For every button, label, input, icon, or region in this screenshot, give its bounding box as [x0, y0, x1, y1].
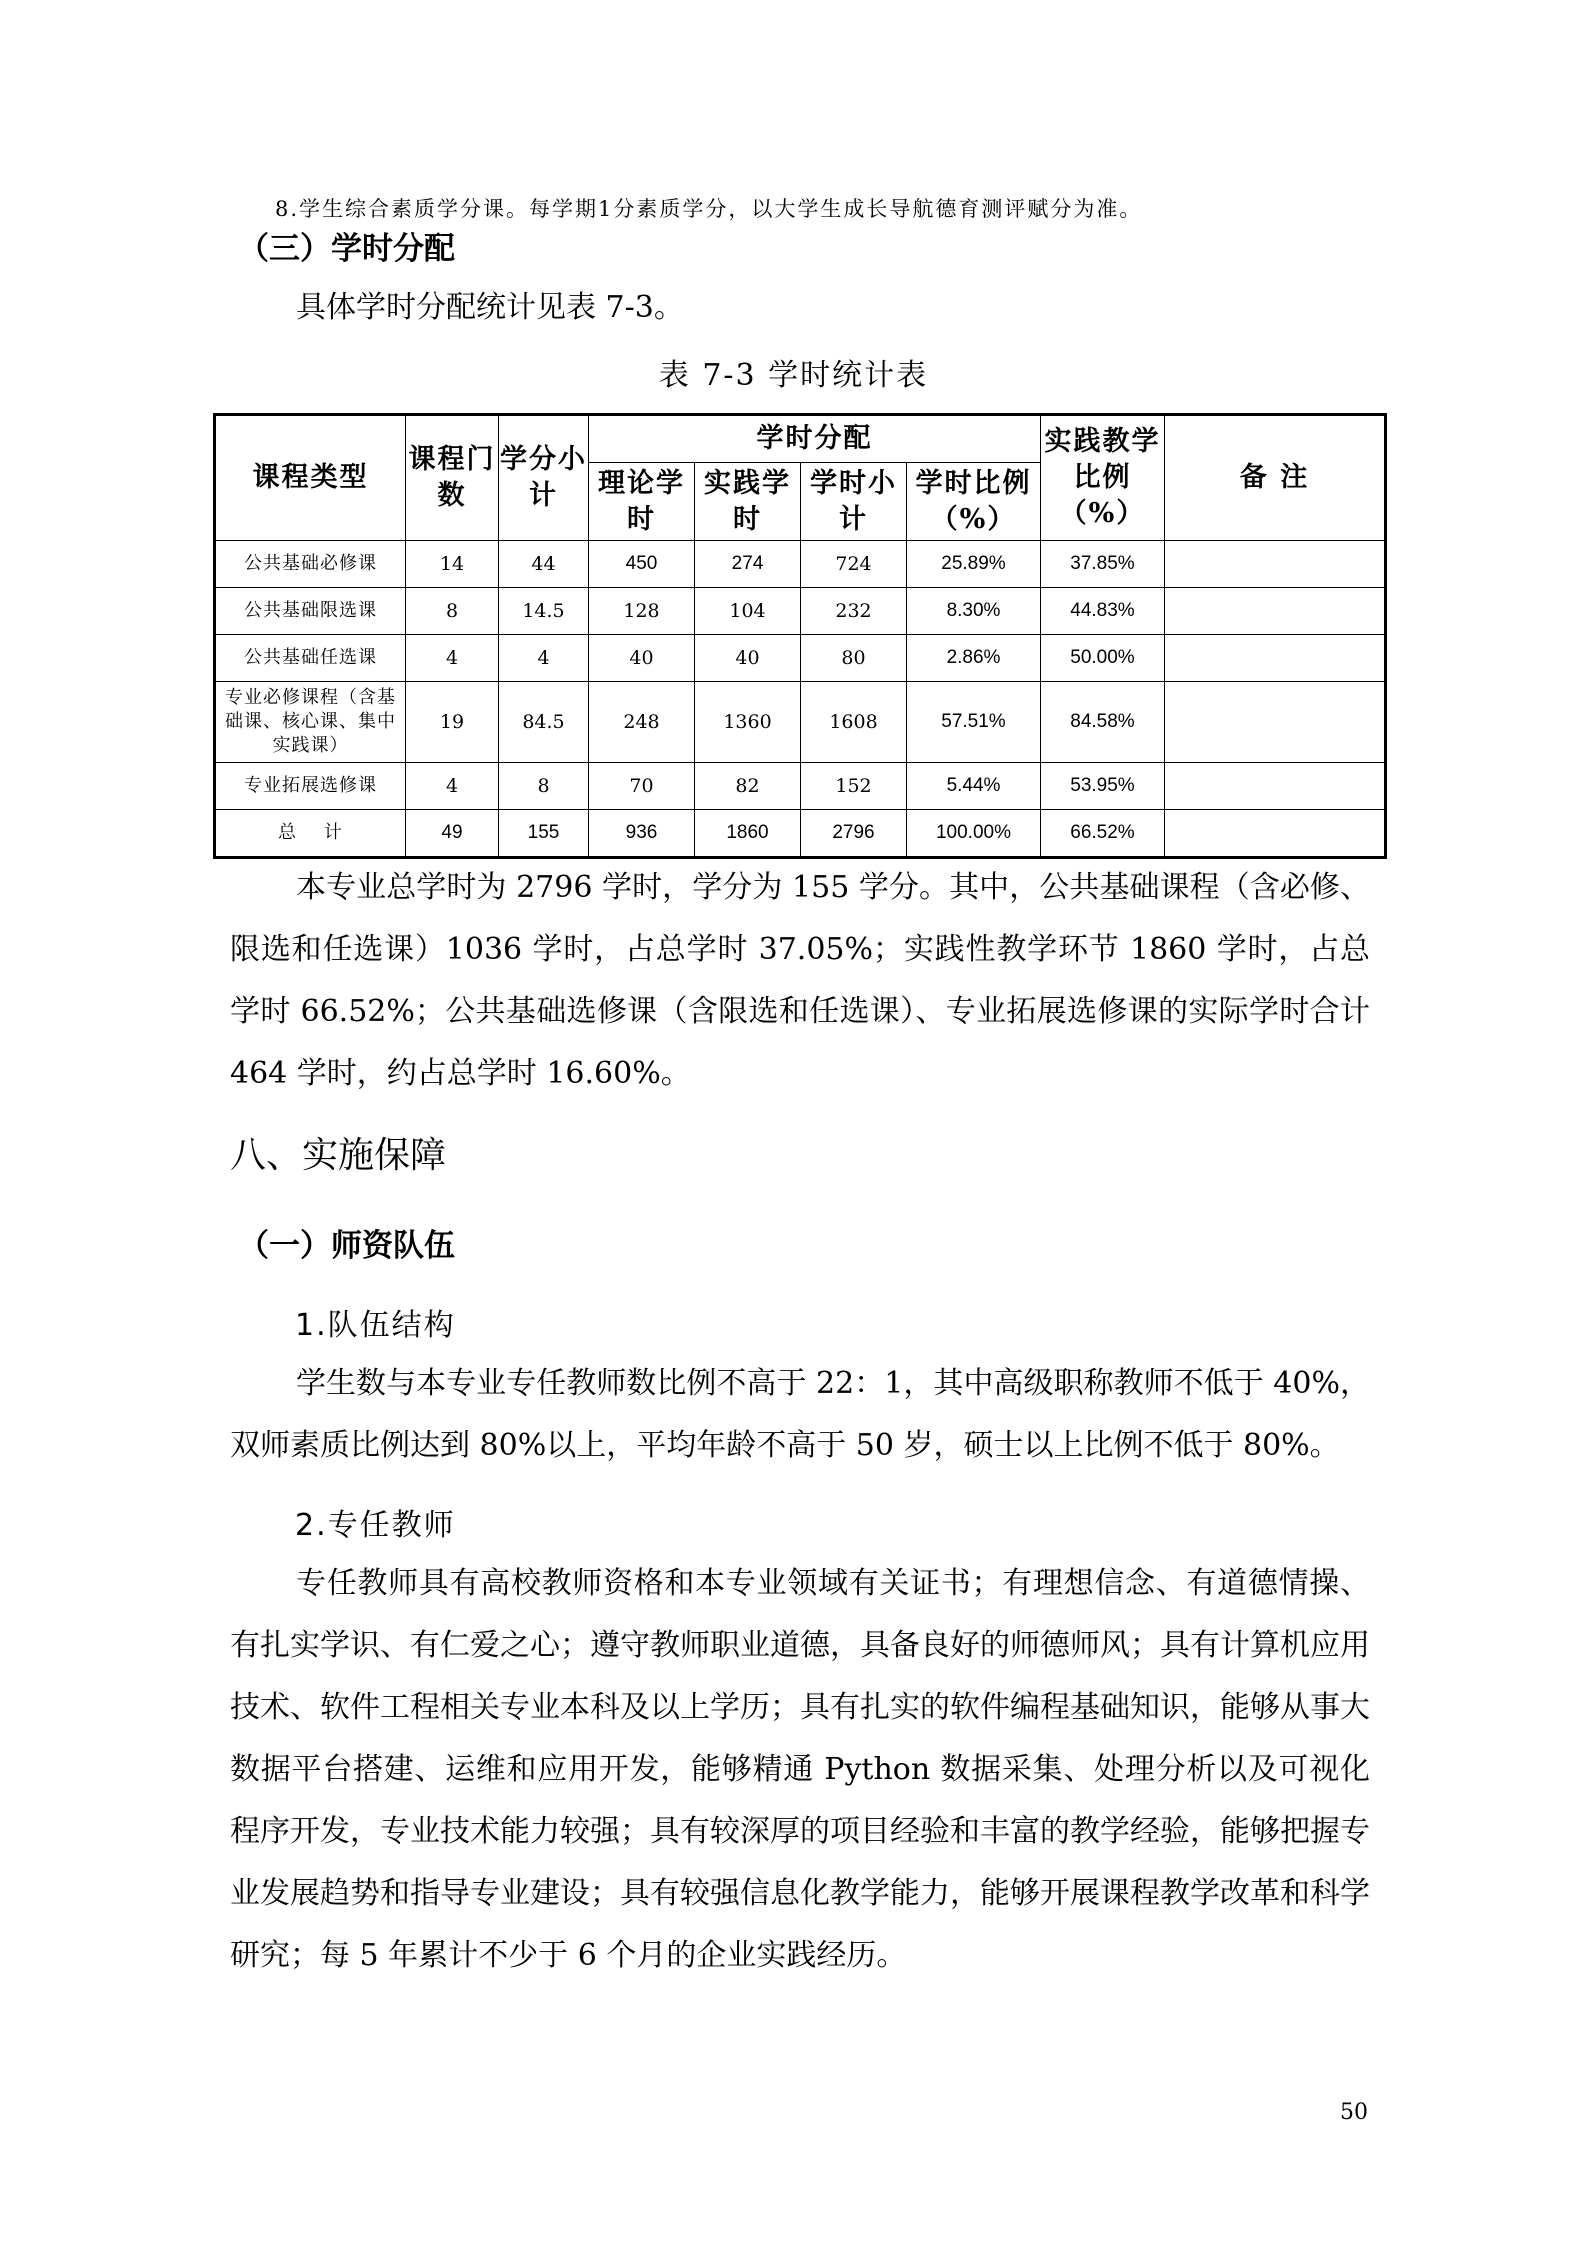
header-course-count: 课程门数 [406, 415, 499, 541]
cell-ratio: 5.44% [907, 763, 1041, 810]
hours-statistics-table [213, 413, 1387, 859]
summary-paragraph: 本专业总学时为 2796 学时，学分为 155 学分。其中，公共基础课程（含必修、限选和任选课）1036 学时，占总学时 37.05%；实践性教学环节 1860 学时，占总学时 66.52%；公共基础选修课（含限选和任选课）、专业拓展选修课的实际学时合计 464 学时，约占总学时 16.60%。 [230, 870, 1370, 1091]
cell-type: 专业拓展选修课 [215, 763, 406, 810]
section-title-hours-allocation: （三）学时分配 [238, 231, 455, 267]
header-practice-ratio: 实践教学比例（%） [1041, 415, 1165, 541]
cell-remark [1165, 541, 1386, 588]
cell-type: 公共基础任选课 [215, 635, 406, 682]
cell-count: 19 [406, 682, 499, 763]
cell-theory: 40 [589, 635, 695, 682]
intro-paragraph: 具体学时分配统计见表 7-3。 [296, 290, 684, 325]
full-time-teachers-paragraph: 专任教师具有高校教师资格和本专业领域有关证书；有理想信念、有道德情操、有扎实学识、有仁爱之心；遵守教师职业道德，具备良好的师德师风；具有计算机应用技术、软件工程相关专业本科及以上学历；具有扎实的软件编程基础知识，能够从事大数据平台搭建、运维和应用开发，能够精通 Python 数据采集、处理分析以及可视化程序开发，专业技术能力较强；具有较深厚的项目经验和丰富的教学经验，能够把握专业发展趋势和指导专业建设；具有较强信息化教学能力，能够开展课程教学改革和科学研究；每 5 年累计不少于 6 个月的企业实践经历。 [230, 1566, 1370, 1973]
cell-theory: 248 [589, 682, 695, 763]
cell-ratio: 100.00% [907, 810, 1041, 858]
cell-remark [1165, 682, 1386, 763]
cell-practice-ratio: 66.52% [1041, 810, 1165, 858]
table-row [215, 541, 1386, 588]
item-title-team-structure: 1.队伍结构 [295, 1308, 456, 1343]
cell-type: 专业必修课程（含基础课、核心课、集中实践课） [215, 682, 406, 763]
cell-credit: 155 [499, 810, 589, 858]
cell-theory: 450 [589, 541, 695, 588]
cell-remark [1165, 763, 1386, 810]
note-item-8: 8.学生综合素质学分课。每学期1分素质学分，以大学生成长导航德育测评赋分为准。 [275, 197, 1143, 221]
cell-practice-ratio: 37.85% [1041, 541, 1165, 588]
table-row [215, 635, 1386, 682]
table-row [215, 682, 1386, 763]
cell-practice-ratio: 44.83% [1041, 588, 1165, 635]
header-credit-subtotal: 学分小计 [499, 415, 589, 541]
cell-credit: 84.5 [499, 682, 589, 763]
cell-practice: 82 [695, 763, 801, 810]
item-title-full-time-teachers: 2.专任教师 [295, 1508, 456, 1543]
cell-practice: 104 [695, 588, 801, 635]
cell-type: 公共基础必修课 [215, 541, 406, 588]
cell-practice-ratio: 84.58% [1041, 682, 1165, 763]
chapter-title-implementation: 八、实施保障 [230, 1135, 447, 1176]
header-remark: 备 注 [1165, 415, 1386, 541]
cell-count: 49 [406, 810, 499, 858]
cell-subtotal: 724 [801, 541, 907, 588]
cell-ratio: 25.89% [907, 541, 1041, 588]
cell-subtotal: 1608 [801, 682, 907, 763]
team-structure-paragraph: 学生数与本专业专任教师数比例不高于 22：1，其中高级职称教师不低于 40%，双师素质比例达到 80%以上，平均年龄不高于 50 岁，硕士以上比例不低于 80%。 [230, 1366, 1370, 1463]
cell-credit: 4 [499, 635, 589, 682]
cell-theory: 128 [589, 588, 695, 635]
cell-count: 14 [406, 541, 499, 588]
cell-credit: 44 [499, 541, 589, 588]
header-hours-allocation: 学时分配 [589, 415, 1041, 463]
page-number: 50 [1340, 2100, 1368, 2125]
cell-practice: 274 [695, 541, 801, 588]
cell-practice-ratio: 53.95% [1041, 763, 1165, 810]
header-theory-hours: 理论学时 [589, 463, 695, 541]
cell-ratio: 57.51% [907, 682, 1041, 763]
table-row [215, 763, 1386, 810]
cell-subtotal: 232 [801, 588, 907, 635]
cell-subtotal: 2796 [801, 810, 907, 858]
cell-type: 公共基础限选课 [215, 588, 406, 635]
cell-type: 总 计 [215, 810, 406, 858]
header-practice-hours: 实践学时 [695, 463, 801, 541]
cell-practice: 1860 [695, 810, 801, 858]
table-row [215, 588, 1386, 635]
cell-ratio: 2.86% [907, 635, 1041, 682]
cell-theory: 70 [589, 763, 695, 810]
cell-theory: 936 [589, 810, 695, 858]
cell-remark [1165, 810, 1386, 858]
cell-credit: 14.5 [499, 588, 589, 635]
cell-practice: 1360 [695, 682, 801, 763]
cell-count: 8 [406, 588, 499, 635]
cell-practice-ratio: 50.00% [1041, 635, 1165, 682]
header-course-type: 课程类型 [215, 415, 406, 541]
cell-subtotal: 80 [801, 635, 907, 682]
cell-count: 4 [406, 763, 499, 810]
cell-count: 4 [406, 635, 499, 682]
cell-subtotal: 152 [801, 763, 907, 810]
cell-remark [1165, 588, 1386, 635]
cell-ratio: 8.30% [907, 588, 1041, 635]
cell-credit: 8 [499, 763, 589, 810]
table-caption: 表 7-3 学时统计表 [658, 358, 929, 393]
section-title-faculty: （一）师资队伍 [238, 1228, 455, 1264]
cell-practice: 40 [695, 635, 801, 682]
header-hours-ratio: 学时比例（%） [907, 463, 1041, 541]
header-hours-subtotal: 学时小计 [801, 463, 907, 541]
table-row-total [215, 810, 1386, 858]
cell-remark [1165, 635, 1386, 682]
